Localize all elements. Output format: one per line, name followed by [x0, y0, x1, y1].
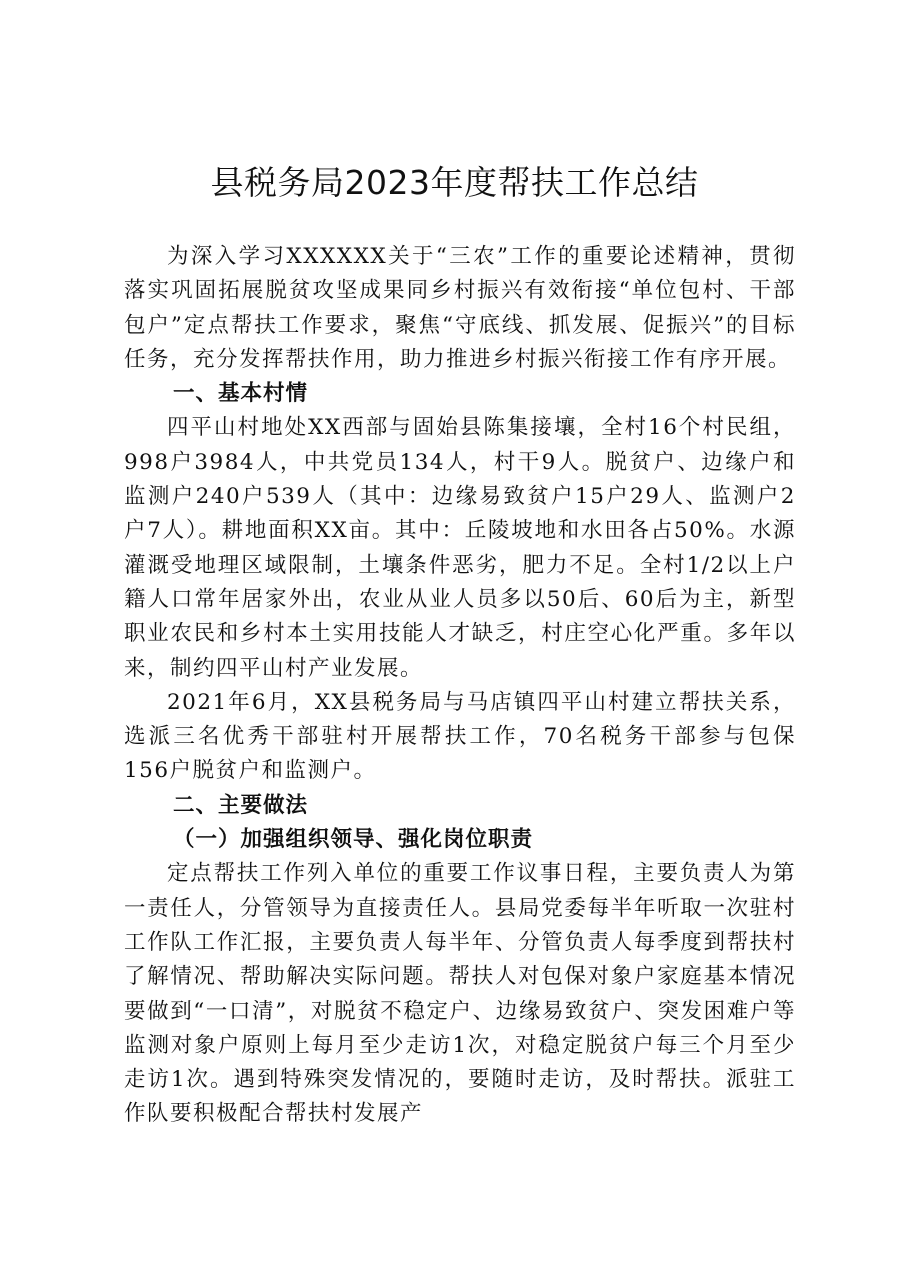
intro-paragraph: 为深入学习XXXXXX关于“三农”工作的重要论述精神，贯彻落实巩固拓展脱贫攻坚成果同乡村振兴有效衔接“单位包村、干部包户”定点帮扶工作要求，聚焦“守底线、抓发展、促振兴”的目标任务，充分发挥帮扶作用，助力推进乡村振兴衔接工作有序开展。 [124, 244, 796, 372]
partnership-paragraph: 2021年6月，XX县税务局与马店镇四平山村建立帮扶关系，选派三名优秀干部驻村开展帮扶工作，70名税务干部参与包保156户脱贫户和监测户。 [124, 689, 796, 784]
section-heading-main-practices: 二、主要做法 [173, 792, 309, 818]
section-heading-basic-village-info: 一、基本村情 [173, 381, 309, 407]
organization-paragraph: 定点帮扶工作列入单位的重要工作议事日程，主要负责人为第一责任人，分管领导为直接责任人。县局党委每半年听取一次驻村工作队工作汇报，主要负责人每半年、分管负责人每季度到帮扶村了解情况、帮助解决实际问题。帮扶人对包保对象户家庭基本情况要做到“一口清”，对脱贫不稳定户、边缘易致贫户、突发困难户等监测对象户原则上每月至少走访1次，对稳定脱贫户每三个月至少走访1次。遇到特殊突发情况的，要随时走访，及时帮扶。派驻工作队要积极配合帮扶村发展产 [124, 861, 796, 1127]
village-info-paragraph: 四平山村地处XX西部与固始县陈集接壤，全村16个村民组，998户3984人，中共党员134人，村干9人。脱贫户、边缘户和监测户240户539人（其中：边缘易致贫户15户29人、监测户2户7人）。耕地面积XX亩。其中：丘陵坡地和水田各占50%。水源灌溉受地理区域限制，土壤条件恶劣，肥力不足。全村1/2以上户籍人口常年居家外出，农业从业人员多以50后、60后为主，新型职业农民和乡村本土实用技能人才缺乏，村庄空心化严重。多年以来，制约四平山村产业发展。 [124, 415, 796, 681]
document-title: 县税务局2023年度帮扶工作总结 [210, 163, 699, 202]
subsection-heading-organization: （一）加强组织领导、强化岗位职责 [173, 827, 534, 853]
document-body [124, 240, 796, 1132]
